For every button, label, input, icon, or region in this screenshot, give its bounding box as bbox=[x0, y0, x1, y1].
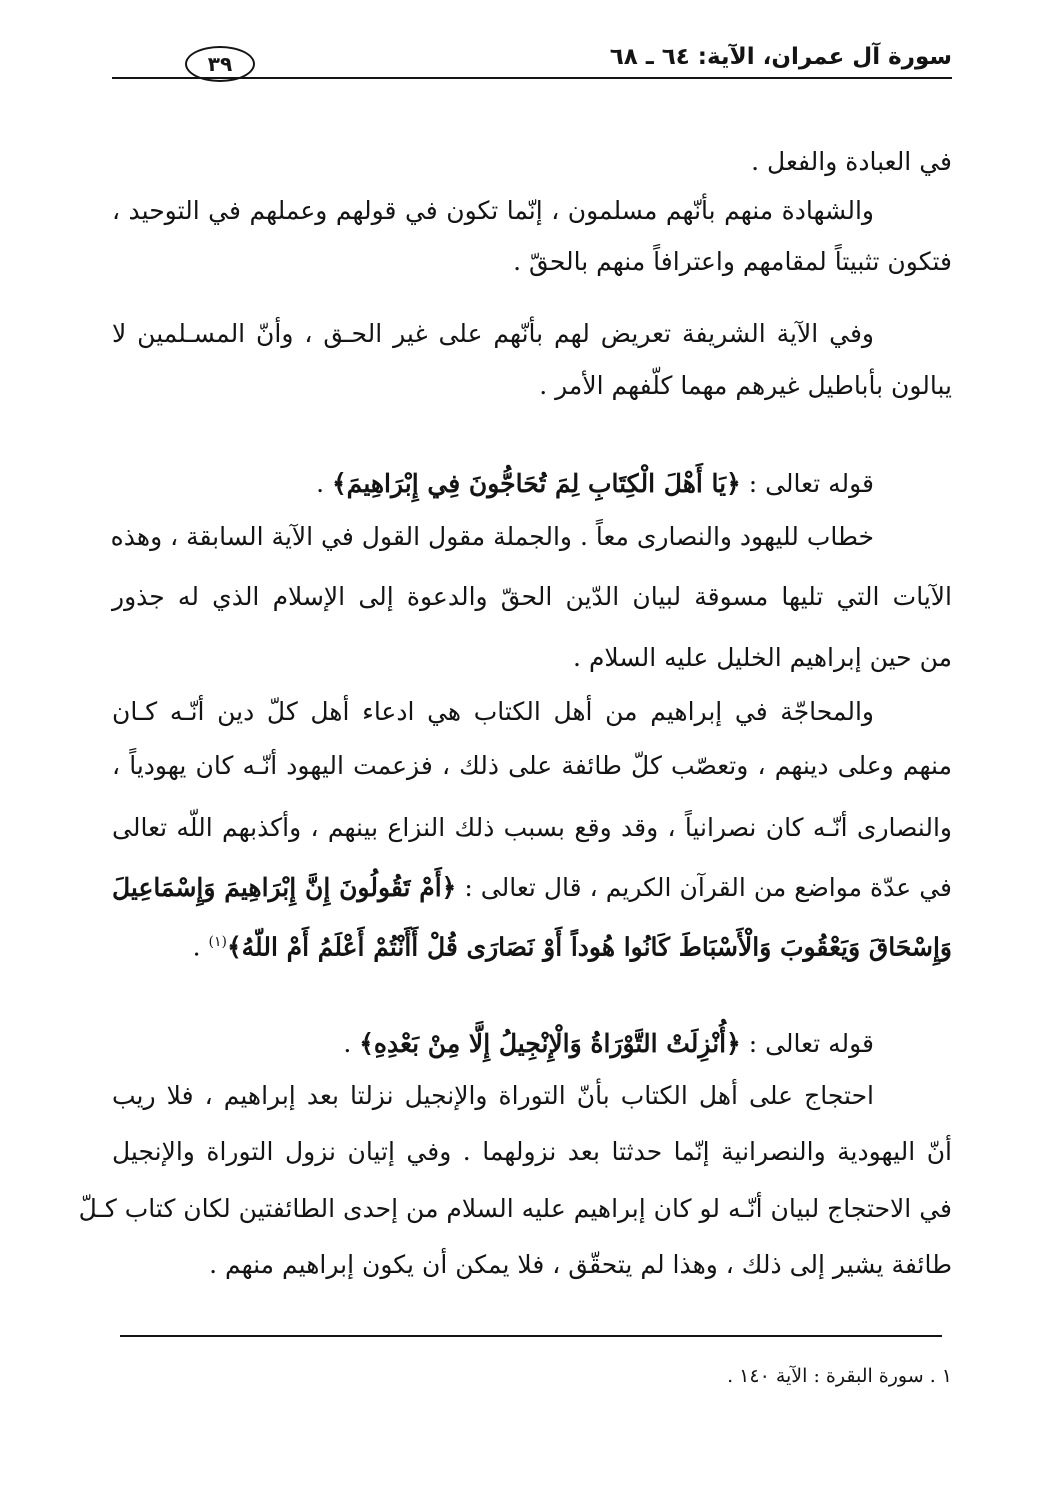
paragraph-first-line: وفي الآية الشريفة تعريض لهم بأنّهم على غير الحـق ، وأنّ المسـلمين لا bbox=[112, 319, 874, 348]
body-line: منهم وعلى دينهم ، وتعصّب كلّ طائفة على ذلك ، فزعمت اليهود أنّـه كان يهودياً ، bbox=[112, 751, 952, 780]
quran-quote: وَإِسْحَاقَ وَيَعْقُوبَ وَالْأَسْبَاطَ كَانُوا هُوداً أَوْ نَصَارَى قُلْ أَأَنْتُمْ أَعْلَمُ أَمْ اللّهُ﴾ bbox=[227, 932, 952, 962]
body-text: في عدّة مواضع من القرآن الكريم ، قال تعالى : bbox=[456, 873, 953, 902]
body-line: في الاحتجاج لبيان أنّـه لو كان إبراهيم عليه السلام من إحدى الطائفتين لكان كتاب كـلّ bbox=[78, 1194, 952, 1223]
body-line: والنصارى أنّـه كان نصرانياً ، وقد وقع بسبب ذلك النزاع بينهم ، وأكذبهم اللّه تعالى bbox=[112, 813, 952, 842]
body-line: في العبادة والفعل . bbox=[751, 147, 952, 176]
verse-heading bbox=[343, 1022, 874, 1066]
verse-heading bbox=[316, 462, 874, 506]
footnote-marker[interactable]: (١) bbox=[208, 934, 227, 950]
paragraph-first-line: خطاب لليهود والنصارى معاً . والجملة مقول القول في الآية السابقة ، وهذه bbox=[110, 522, 874, 551]
body-line: أنّ اليهودية والنصرانية إنّما حدثتا بعد نزولهما . وفي إتيان نزول التوراة والإنجيل bbox=[112, 1137, 952, 1166]
running-header-title: سورة آل عمران، الآية: ٦٤ ـ ٦٨ bbox=[609, 44, 952, 70]
body-line-with-quote bbox=[193, 920, 952, 969]
verse-heading-suffix: . bbox=[343, 1029, 360, 1058]
footnote-divider bbox=[120, 1335, 942, 1337]
verse-heading-prefix: قوله تعالى : bbox=[740, 469, 874, 498]
page-number: ٣٩ bbox=[207, 52, 233, 76]
footnote: ١ . سورة البقرة : الآية ١٤٠ . bbox=[727, 1365, 952, 1387]
verse-heading-prefix: قوله تعالى : bbox=[740, 1029, 874, 1058]
quran-quote: ﴿أَمْ تَقُولُونَ إِنَّ إِبْرَاهِيمَ وَإِسْمَاعِيلَ bbox=[112, 873, 457, 902]
header-divider bbox=[112, 77, 952, 79]
quran-quote: ﴿يَا أَهْلَ الْكِتَابِ لِمَ تُحَاجُّونَ فِي إِبْرَاهِيمَ﴾ bbox=[332, 469, 741, 498]
quran-quote: ﴿أُنْزِلَتْ التَّوْرَاةُ وَالْإِنْجِيلُ إِلَّا مِنْ بَعْدِهِ﴾ bbox=[359, 1029, 741, 1058]
body-line: فتكون تثبيتاً لمقامهم واعترافاً منهم بالحقّ . bbox=[513, 247, 952, 276]
body-line: من حين إبراهيم الخليل عليه السلام . bbox=[573, 643, 952, 672]
body-line: يبالون بأباطيل غيرهم مهما كلّفهم الأمر . bbox=[539, 371, 952, 400]
verse-heading-suffix: . bbox=[316, 469, 333, 498]
paragraph-first-line: والمحاجّة في إبراهيم من أهل الكتاب هي ادعاء أهل كلّ دين أنّـه كـان bbox=[112, 697, 874, 726]
body-text: . bbox=[192, 932, 209, 962]
body-line: طائفة يشير إلى ذلك ، وهذا لم يتحقّق ، فلا يمكن أن يكون إبراهيم منهم . bbox=[209, 1250, 952, 1279]
body-line: الآيات التي تليها مسوقة لبيان الدّين الحقّ والدعوة إلى الإسلام الذي له جذور bbox=[112, 582, 952, 611]
body-line-with-quote bbox=[112, 866, 952, 910]
paragraph-first-line: والشهادة منهم بأنّهم مسلمون ، إنّما تكون في قولهم وعملهم في التوحيد ، bbox=[112, 196, 874, 225]
paragraph-first-line: احتجاج على أهل الكتاب بأنّ التوراة والإنجيل نزلتا بعد إبراهيم ، فلا ريب bbox=[112, 1081, 874, 1110]
